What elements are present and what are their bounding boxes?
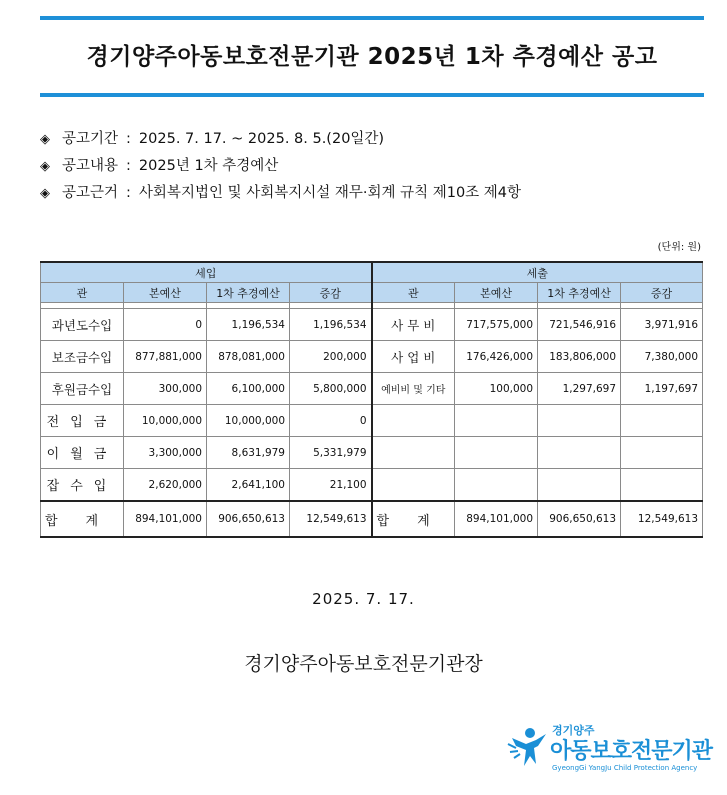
diamond-bullet-icon: ◈ bbox=[40, 186, 50, 201]
empty-cell bbox=[621, 405, 703, 437]
empty-cell bbox=[455, 437, 538, 469]
page-title: 경기양주아동보호전문기관 2025년 1차 추경예산 공고 bbox=[86, 44, 658, 70]
empty-cell bbox=[621, 437, 703, 469]
column-header: 증감 bbox=[621, 283, 703, 303]
income-difference: 0 bbox=[290, 405, 372, 437]
empty-cell bbox=[538, 469, 621, 502]
logo-main-text: 아동보호전문기관 bbox=[550, 739, 713, 764]
column-header: 관 bbox=[41, 283, 124, 303]
info-value: 2025년 1차 추경예산 bbox=[138, 158, 279, 174]
table-row bbox=[41, 437, 703, 469]
expense-item-name: 사 무 비 bbox=[372, 309, 455, 341]
expense-group-header: 세출 bbox=[372, 262, 703, 283]
info-key: 공고내용 bbox=[62, 158, 119, 174]
income-supplementary: 8,631,979 bbox=[207, 437, 290, 469]
table-row bbox=[41, 341, 703, 373]
expense-total-difference: 12,549,613 bbox=[621, 501, 703, 537]
income-item-name: 이월금 bbox=[41, 437, 124, 469]
table-row bbox=[41, 309, 703, 341]
expense-difference: 3,971,916 bbox=[621, 309, 703, 341]
info-key: 공고기간 bbox=[62, 131, 119, 147]
income-base: 0 bbox=[124, 309, 207, 341]
column-header: 본예산 bbox=[455, 283, 538, 303]
income-difference: 21,100 bbox=[290, 469, 372, 502]
empty-cell bbox=[621, 469, 703, 502]
income-item-name: 전입금 bbox=[41, 405, 124, 437]
agency-logo bbox=[506, 720, 716, 780]
expense-supplementary: 1,297,697 bbox=[538, 373, 621, 405]
info-value: 2025. 7. 17. ~ 2025. 8. 5.(20일간) bbox=[138, 131, 385, 147]
income-supplementary: 1,196,534 bbox=[207, 309, 290, 341]
diamond-bullet-icon: ◈ bbox=[40, 132, 50, 147]
empty-cell bbox=[455, 469, 538, 502]
income-item-name: 보조금수입 bbox=[41, 341, 124, 373]
empty-cell bbox=[372, 405, 455, 437]
info-basis bbox=[40, 180, 521, 207]
empty-cell bbox=[538, 405, 621, 437]
income-supplementary: 10,000,000 bbox=[207, 405, 290, 437]
income-item-name: 후원금수입 bbox=[41, 373, 124, 405]
column-header: 관 bbox=[372, 283, 455, 303]
expense-difference: 1,197,697 bbox=[621, 373, 703, 405]
table-row bbox=[41, 469, 703, 502]
child-figure-logo-icon bbox=[506, 724, 550, 768]
income-difference: 5,331,979 bbox=[290, 437, 372, 469]
notice-info bbox=[40, 126, 521, 207]
income-base: 300,000 bbox=[124, 373, 207, 405]
income-difference: 200,000 bbox=[290, 341, 372, 373]
income-total-difference: 12,549,613 bbox=[290, 501, 372, 537]
table-row bbox=[41, 373, 703, 405]
title-top-rule bbox=[40, 16, 704, 20]
expense-total-label: 합계 bbox=[372, 501, 455, 537]
column-header: 본예산 bbox=[124, 283, 207, 303]
signer-name: 경기양주아동보호전문기관장 bbox=[244, 653, 483, 675]
info-content bbox=[40, 153, 521, 180]
income-base: 2,620,000 bbox=[124, 469, 207, 502]
notice-date: 2025. 7. 17. bbox=[312, 590, 415, 608]
info-separator: : bbox=[126, 185, 131, 201]
column-header: 증감 bbox=[290, 283, 372, 303]
info-separator: : bbox=[126, 158, 131, 174]
expense-base: 100,000 bbox=[455, 373, 538, 405]
diamond-bullet-icon: ◈ bbox=[40, 159, 50, 174]
income-total-supplementary: 906,650,613 bbox=[207, 501, 290, 537]
income-difference: 5,800,000 bbox=[290, 373, 372, 405]
expense-supplementary: 721,546,916 bbox=[538, 309, 621, 341]
logo-region-text: 경기양주 bbox=[552, 724, 595, 737]
empty-cell bbox=[455, 405, 538, 437]
income-base: 3,300,000 bbox=[124, 437, 207, 469]
expense-base: 176,426,000 bbox=[455, 341, 538, 373]
table-total-row bbox=[41, 501, 703, 537]
expense-item-name: 사 업 비 bbox=[372, 341, 455, 373]
income-item-name: 과년도수입 bbox=[41, 309, 124, 341]
budget-table bbox=[40, 261, 703, 538]
expense-base: 717,575,000 bbox=[455, 309, 538, 341]
column-header: 1차 추경예산 bbox=[538, 283, 621, 303]
column-header: 1차 추경예산 bbox=[207, 283, 290, 303]
expense-total-supplementary: 906,650,613 bbox=[538, 501, 621, 537]
info-separator: : bbox=[126, 131, 131, 147]
empty-cell bbox=[372, 437, 455, 469]
income-total-base: 894,101,000 bbox=[124, 501, 207, 537]
income-difference: 1,196,534 bbox=[290, 309, 372, 341]
income-supplementary: 6,100,000 bbox=[207, 373, 290, 405]
income-group-header: 세입 bbox=[41, 262, 372, 283]
income-supplementary: 878,081,000 bbox=[207, 341, 290, 373]
table-column-header bbox=[41, 283, 703, 303]
income-total-label: 합계 bbox=[41, 501, 124, 537]
info-key: 공고근거 bbox=[62, 185, 119, 201]
title-bottom-rule bbox=[40, 93, 704, 97]
income-supplementary: 2,641,100 bbox=[207, 469, 290, 502]
income-base: 10,000,000 bbox=[124, 405, 207, 437]
expense-difference: 7,380,000 bbox=[621, 341, 703, 373]
income-item-name: 잡수입 bbox=[41, 469, 124, 502]
income-base: 877,881,000 bbox=[124, 341, 207, 373]
empty-cell bbox=[538, 437, 621, 469]
empty-cell bbox=[372, 469, 455, 502]
logo-english-text: GyeongGi YangJu Child Protection Agency bbox=[552, 764, 698, 772]
info-value: 사회복지법인 및 사회복지시설 재무·회계 규칙 제10조 제4항 bbox=[138, 185, 522, 201]
table-group-header bbox=[41, 262, 703, 283]
expense-item-name: 예비비 및 기타 bbox=[372, 373, 455, 405]
info-period bbox=[40, 126, 521, 153]
expense-total-base: 894,101,000 bbox=[455, 501, 538, 537]
table-row bbox=[41, 405, 703, 437]
unit-label: (단위: 원) bbox=[657, 242, 701, 253]
expense-supplementary: 183,806,000 bbox=[538, 341, 621, 373]
